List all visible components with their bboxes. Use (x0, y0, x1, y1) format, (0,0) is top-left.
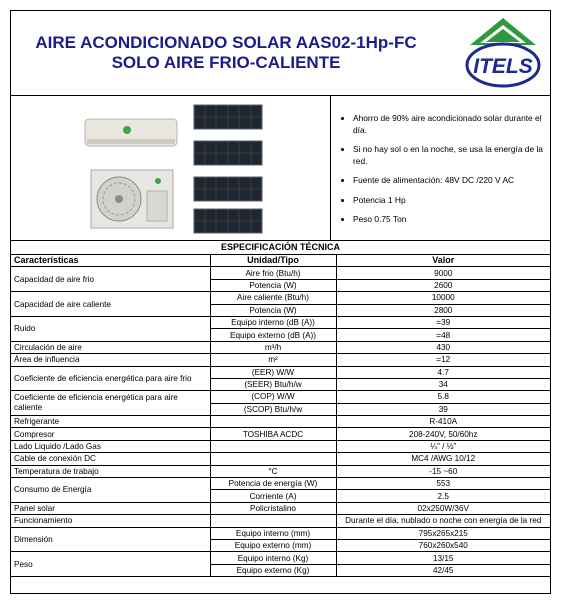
row-unit: Equipo externo (mm) (210, 539, 336, 551)
table-row (11, 316, 550, 328)
row-value: MC4 /AWG 10/12 (336, 453, 550, 465)
indoor-unit-icon (85, 119, 177, 146)
table-row (11, 453, 550, 465)
feature-list (339, 113, 544, 234)
spec-title: ESPECIFICACIÓN TÉCNICA (11, 240, 550, 255)
row-value: 13/15 (336, 552, 550, 564)
row-value: 430 (336, 341, 550, 353)
table-row (11, 428, 550, 440)
row-label: Lado Liquido /Lado Gas (11, 440, 210, 452)
row-unit: (EER) W/W (210, 366, 336, 378)
row-value: 553 (336, 478, 550, 490)
outdoor-unit-icon (91, 170, 173, 228)
row-unit: m³/h (210, 341, 336, 353)
table-row (11, 354, 550, 366)
row-unit: Aire frio (Btu/h) (210, 267, 336, 279)
row-label: Funcionamiento (11, 515, 210, 527)
product-intro (11, 95, 550, 241)
page-title (11, 33, 441, 73)
row-label: Área de influencia (11, 354, 210, 366)
column-header: Unidad/Tipo (210, 255, 336, 267)
row-unit: Equipo externo (dB (A)) (210, 329, 336, 341)
row-value: Durante el día, nublado o noche con energía de la red (336, 515, 550, 527)
header (11, 11, 550, 96)
row-label: Dimensión (11, 527, 210, 552)
row-label: Capacidad de aire caliente (11, 292, 210, 317)
table-row (11, 341, 550, 353)
table-row (11, 391, 550, 403)
row-value: 5.8 (336, 391, 550, 403)
row-value: R-410A (336, 416, 550, 428)
row-unit: Equipo interno (mm) (210, 527, 336, 539)
row-unit: (SCOP) Btu/h/w (210, 403, 336, 415)
row-unit: °C (210, 465, 336, 477)
row-unit: m² (210, 354, 336, 366)
row-unit: Equipo interno (Kg) (210, 552, 336, 564)
row-value: 2.5 (336, 490, 550, 502)
feature-item: • Ahorro de 90% aire acondicionado solar durante el día. (353, 113, 544, 136)
row-label: Panel solar (11, 502, 210, 514)
row-label: Circulación de aire (11, 341, 210, 353)
table-row (11, 527, 550, 539)
row-value: 02x250W/36V (336, 502, 550, 514)
row-unit (210, 453, 336, 465)
row-unit: (SEER) Btu/h/w (210, 378, 336, 390)
row-unit: Potencia de energía (W) (210, 478, 336, 490)
table-row (11, 366, 550, 378)
itels-logo (462, 15, 544, 91)
feature-item: • Si no hay sol o en la noche, se usa la energía de la red. (353, 144, 544, 167)
row-value: -15 ~60 (336, 465, 550, 477)
row-label: Coeficiente de eficiencia energética para aire frio (11, 366, 210, 391)
table-row (11, 465, 550, 477)
row-label: Consumo de Energía (11, 478, 210, 503)
row-unit (210, 416, 336, 428)
row-value: 42/45 (336, 564, 550, 576)
row-value: 34 (336, 378, 550, 390)
row-value: =12 (336, 354, 550, 366)
table-header-row (11, 255, 550, 267)
table-row (11, 292, 550, 304)
feature-item: • Fuente de alimentación: 48V DC /220 V AC (353, 175, 544, 187)
row-unit: Potencia (W) (210, 304, 336, 316)
row-unit: Policristalino (210, 502, 336, 514)
table-row (11, 515, 550, 527)
spec-table (11, 255, 550, 577)
row-unit: Potencia (W) (210, 279, 336, 291)
title-line-1: AIRE ACONDICIONADO SOLAR AAS02-1Hp-FC (35, 33, 417, 52)
row-unit (210, 440, 336, 452)
feature-item: • Potencia 1 Hp (353, 195, 544, 207)
table-row (11, 416, 550, 428)
row-value: 39 (336, 403, 550, 415)
row-value: 208-240V, 50/60hz (336, 428, 550, 440)
row-unit (210, 515, 336, 527)
table-row (11, 502, 550, 514)
table-row (11, 552, 550, 564)
row-label: Compresor (11, 428, 210, 440)
intro-divider (330, 95, 331, 240)
row-unit: Corriente (A) (210, 490, 336, 502)
row-value: 795x265x215 (336, 527, 550, 539)
row-label: Peso (11, 552, 210, 577)
row-value: 4.7 (336, 366, 550, 378)
row-value: 2600 (336, 279, 550, 291)
row-unit: (COP) W/W (210, 391, 336, 403)
table-row (11, 478, 550, 490)
product-photo (11, 95, 330, 240)
title-line-2: SOLO AIRE FRIO-CALIENTE (111, 53, 341, 72)
column-header: Características (11, 255, 210, 267)
logo-text: ITELS (473, 55, 533, 78)
row-unit: TOSHIBA ACDC (210, 428, 336, 440)
feature-item: • Peso 0.75 Ton (353, 214, 544, 226)
row-label: Cable de conexión DC (11, 453, 210, 465)
table-row (11, 440, 550, 452)
table-row (11, 267, 550, 279)
row-label: Ruido (11, 316, 210, 341)
row-unit: Equipo interno (dB (A)) (210, 316, 336, 328)
row-unit: Aire caliente (Btu/h) (210, 292, 336, 304)
row-label: Temperatura de trabajo (11, 465, 210, 477)
row-value: ¼” / ½” (336, 440, 550, 452)
row-value: =48 (336, 329, 550, 341)
row-label: Capacidad de aire frio (11, 267, 210, 292)
row-label: Refrigerante (11, 416, 210, 428)
spec-sheet (10, 10, 551, 594)
row-value: 10000 (336, 292, 550, 304)
row-value: 760x260x540 (336, 539, 550, 551)
row-value: 2800 (336, 304, 550, 316)
row-unit: Equipo externo (Kg) (210, 564, 336, 576)
column-header: Valor (336, 255, 550, 267)
row-value: =39 (336, 316, 550, 328)
row-value: 9000 (336, 267, 550, 279)
row-label: Coeficiente de eficiencia energética para aire caliente (11, 391, 210, 416)
